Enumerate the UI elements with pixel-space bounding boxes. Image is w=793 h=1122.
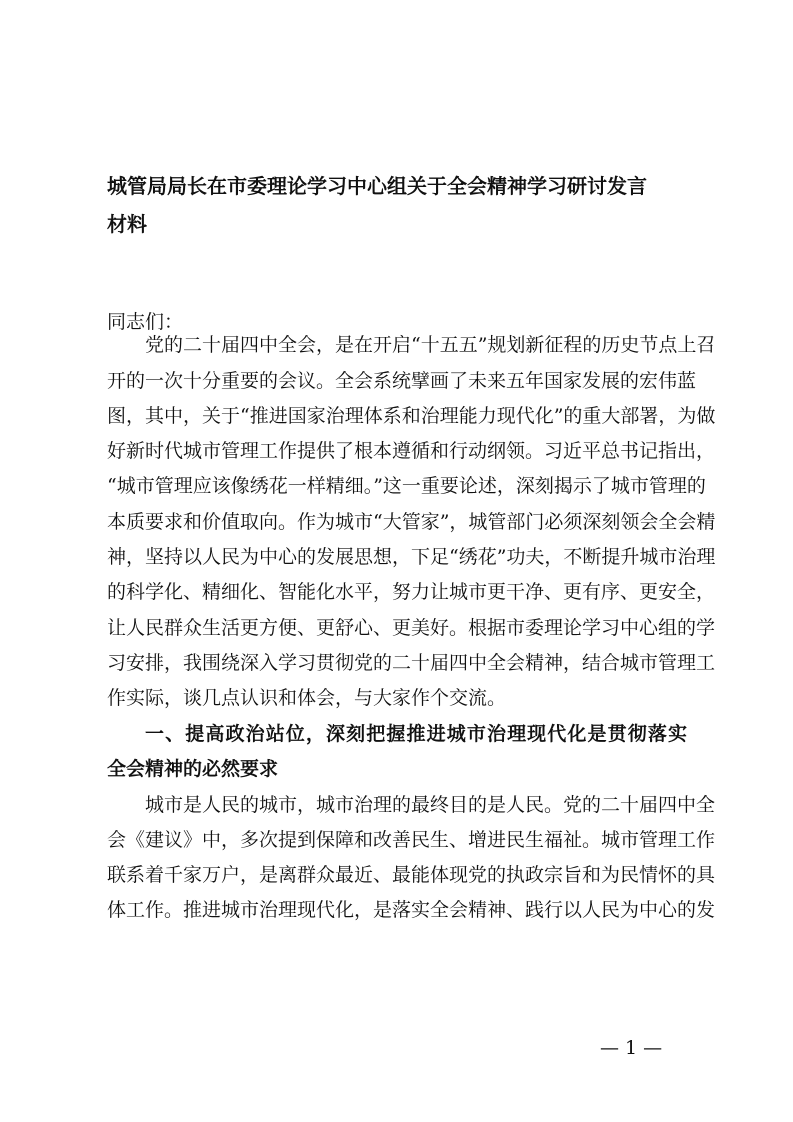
text-line: 本质要求和价值取向。作为城市“大管家”，城管部门必须深刻领会全会精	[107, 511, 716, 533]
document-title-line-2: 材料	[107, 212, 147, 236]
document-title-line-1: 城管局局长在市委理论学习中心组关于全会精神学习研讨发言	[107, 174, 647, 198]
page-number: — 1 —	[600, 1037, 663, 1059]
text-line: 神，坚持以人民为中心的发展思想，下足“绣花”功夫，不断提升城市治理	[107, 546, 716, 568]
text-line: 好新时代城市管理工作提供了根本遵循和行动纲领。习近平总书记指出，	[107, 440, 716, 462]
text-line: 会《建议》中，多次提到保障和改善民生、增进民生福祉。城市管理工作	[107, 829, 716, 851]
text-line: 党的二十届四中全会，是在开启“十五五”规划新征程的历史节点上召	[145, 334, 716, 356]
text-line: 作实际，谈几点认识和体会，与大家作个交流。	[107, 687, 507, 709]
heading-line: 一、提高政治站位，深刻把握推进城市治理现代化是贯彻落实	[145, 723, 687, 745]
text-line: 的科学化、精细化、智能化水平，努力让城市更干净、更有序、更安全，	[107, 581, 716, 603]
heading-line: 全会精神的必然要求	[107, 758, 279, 780]
text-line: 体工作。推进城市治理现代化，是落实全会精神、践行以人民为中心的发	[107, 899, 716, 921]
text-line: 开的一次十分重要的会议。全会系统擘画了未来五年国家发展的宏伟蓝	[107, 370, 697, 392]
text-line: 让人民群众生活更方便、更舒心、更美好。根据市委理论学习中心组的学	[107, 617, 716, 639]
salutation: 同志们：	[107, 311, 184, 333]
text-line: “城市管理应该像绣花一样精细。”这一重要论述，深刻揭示了城市管理的	[107, 475, 706, 497]
text-line: 习安排，我围绕深入学习贯彻党的二十届四中全会精神，结合城市管理工	[107, 652, 716, 674]
text-line: 联系着千家万户，是离群众最近、最能体现党的执政宗旨和为民情怀的具	[107, 864, 716, 886]
text-line: 城市是人民的城市，城市治理的最终目的是人民。党的二十届四中全	[145, 794, 716, 816]
text-line: 图，其中，关于“推进国家治理体系和治理能力现代化”的重大部署，为做	[107, 405, 716, 427]
